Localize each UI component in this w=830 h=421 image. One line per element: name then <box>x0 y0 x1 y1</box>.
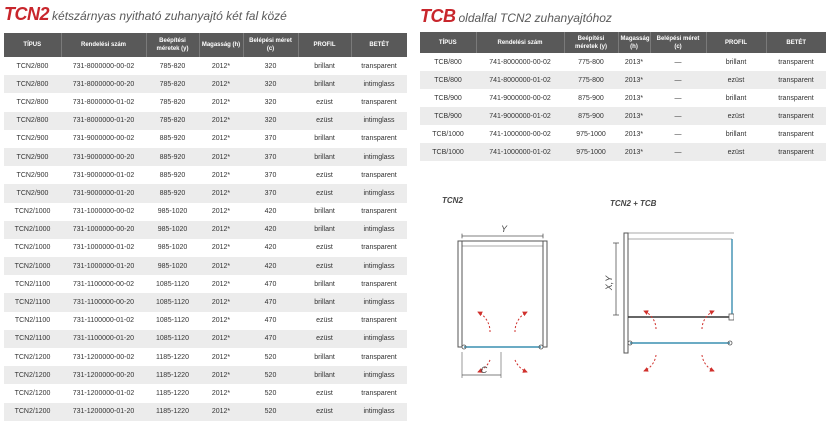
table-cell: intimglass <box>351 112 407 130</box>
table-cell: ezüst <box>706 143 766 161</box>
diagram-label-tcn2: TCN2 <box>442 196 463 205</box>
table-cell: 470 <box>243 275 298 293</box>
table-cell: 741-1000000-01-02 <box>476 143 564 161</box>
table-cell: TCN2/1200 <box>4 348 61 366</box>
table-cell: TCB/1000 <box>420 143 476 161</box>
table-cell: TCN2/1100 <box>4 275 61 293</box>
table-row <box>4 239 407 257</box>
table-cell: 785-820 <box>146 112 199 130</box>
left-title-bold: TCN2 <box>4 4 50 24</box>
table-cell: 470 <box>243 312 298 330</box>
table-row <box>420 107 826 125</box>
table-cell: 1185-1220 <box>146 384 199 402</box>
table-cell: 2013* <box>618 125 650 143</box>
table-row <box>4 93 407 111</box>
table-cell: transparent <box>766 53 826 71</box>
table-cell: TCN2/800 <box>4 57 61 75</box>
table-cell: ezüst <box>298 93 351 111</box>
table-cell: transparent <box>351 130 407 148</box>
table-cell: intimglass <box>351 293 407 311</box>
table-cell: 2012* <box>199 184 243 202</box>
table-cell: ezüst <box>298 257 351 275</box>
table-cell: transparent <box>351 384 407 402</box>
table-cell: 370 <box>243 130 298 148</box>
table-cell: 2013* <box>618 89 650 107</box>
table-cell: 2012* <box>199 330 243 348</box>
table-cell: — <box>650 53 706 71</box>
table-cell: 985-1020 <box>146 203 199 221</box>
table-cell: TCN2/800 <box>4 75 61 93</box>
table-cell: 2012* <box>199 221 243 239</box>
table-row <box>420 143 826 161</box>
table-cell: — <box>650 143 706 161</box>
column-header: Rendelési szám <box>476 32 564 53</box>
table-cell: 1085-1120 <box>146 330 199 348</box>
table-cell: 2012* <box>199 275 243 293</box>
table-row <box>4 312 407 330</box>
column-header: PROFIL <box>706 32 766 53</box>
table-cell: 885-920 <box>146 166 199 184</box>
table-cell: 2012* <box>199 148 243 166</box>
table-row <box>4 75 407 93</box>
table-cell: 470 <box>243 293 298 311</box>
table-row <box>420 125 826 143</box>
table-cell: 1085-1120 <box>146 312 199 330</box>
dim-c-label: C <box>480 365 488 375</box>
table-row <box>4 130 407 148</box>
table-cell: transparent <box>351 348 407 366</box>
right-product-table <box>420 32 826 161</box>
table-cell: 320 <box>243 93 298 111</box>
table-cell: 985-1020 <box>146 239 199 257</box>
table-cell: brillant <box>298 348 351 366</box>
diagram-label-tcn2-tcb: TCN2 + TCB <box>610 199 657 208</box>
table-cell: 885-920 <box>146 148 199 166</box>
table-cell: 1085-1120 <box>146 293 199 311</box>
table-cell: TCN2/1200 <box>4 403 61 421</box>
table-cell: TCN2/1000 <box>4 239 61 257</box>
table-cell: 420 <box>243 221 298 239</box>
table-cell: 731-1000000-00-20 <box>61 221 146 239</box>
table-row <box>4 366 407 384</box>
table-cell: brillant <box>298 293 351 311</box>
table-cell: brillant <box>298 57 351 75</box>
table-cell: ezüst <box>298 330 351 348</box>
table-cell: 731-1000000-01-02 <box>61 239 146 257</box>
table-cell: 2012* <box>199 93 243 111</box>
table-cell: 731-8000000-01-02 <box>61 93 146 111</box>
table-cell: ezüst <box>298 403 351 421</box>
column-header: BETÉT <box>351 33 407 57</box>
table-cell: ezüst <box>706 107 766 125</box>
table-cell: transparent <box>351 93 407 111</box>
table-cell: 731-8000000-01-20 <box>61 112 146 130</box>
table-cell: 785-820 <box>146 93 199 111</box>
table-cell: TCN2/800 <box>4 112 61 130</box>
table-cell: TCB/900 <box>420 89 476 107</box>
table-row <box>4 275 407 293</box>
table-cell: 731-1100000-00-02 <box>61 275 146 293</box>
table-cell: transparent <box>766 89 826 107</box>
table-cell: TCN2/1000 <box>4 221 61 239</box>
table-cell: ezüst <box>298 384 351 402</box>
table-cell: TCN2/900 <box>4 184 61 202</box>
table-cell: 370 <box>243 148 298 166</box>
table-cell: 2012* <box>199 57 243 75</box>
table-cell: 520 <box>243 366 298 384</box>
table-cell: 320 <box>243 112 298 130</box>
column-header: TÍPUS <box>420 32 476 53</box>
table-cell: 2012* <box>199 312 243 330</box>
column-header: TÍPUS <box>4 33 61 57</box>
table-cell: 320 <box>243 75 298 93</box>
table-cell: intimglass <box>351 366 407 384</box>
table-cell: 731-9000000-01-20 <box>61 184 146 202</box>
table-cell: 885-920 <box>146 184 199 202</box>
table-cell: TCB/800 <box>420 53 476 71</box>
left-table-header <box>4 33 407 57</box>
table-cell: transparent <box>351 203 407 221</box>
table-cell: 2012* <box>199 112 243 130</box>
table-cell: 731-9000000-00-02 <box>61 130 146 148</box>
tcn2-diagram <box>440 212 560 382</box>
table-cell: 2013* <box>618 71 650 89</box>
table-cell: — <box>650 71 706 89</box>
table-cell: transparent <box>351 166 407 184</box>
table-cell: 775-800 <box>564 71 618 89</box>
right-title-bold: TCB <box>420 6 456 26</box>
table-cell: TCN2/900 <box>4 166 61 184</box>
table-cell: transparent <box>351 312 407 330</box>
column-header: Belépési méret (c) <box>650 32 706 53</box>
table-row <box>420 53 826 71</box>
table-cell: 731-1100000-01-20 <box>61 330 146 348</box>
table-cell: 731-8000000-00-20 <box>61 75 146 93</box>
table-cell: 1185-1220 <box>146 366 199 384</box>
right-title-text: oldalfal TCN2 zuhanyajtóhoz <box>458 11 612 25</box>
table-cell: transparent <box>351 57 407 75</box>
table-cell: brillant <box>298 75 351 93</box>
table-row <box>4 403 407 421</box>
table-cell: 1085-1120 <box>146 275 199 293</box>
table-cell: brillant <box>298 130 351 148</box>
table-cell: 2012* <box>199 257 243 275</box>
table-cell: 1185-1220 <box>146 403 199 421</box>
table-cell: 785-820 <box>146 75 199 93</box>
column-header: Beépítési méretek (y) <box>564 32 618 53</box>
table-cell: 731-9000000-01-02 <box>61 166 146 184</box>
table-cell: 2012* <box>199 239 243 257</box>
table-cell: 741-9000000-01-02 <box>476 107 564 125</box>
table-row <box>4 203 407 221</box>
table-cell: 875-900 <box>564 89 618 107</box>
table-cell: transparent <box>766 125 826 143</box>
table-row <box>4 112 407 130</box>
table-cell: 420 <box>243 203 298 221</box>
table-cell: 2012* <box>199 203 243 221</box>
table-cell: 470 <box>243 330 298 348</box>
column-header: Beépítési méretek (y) <box>146 33 199 57</box>
table-row <box>4 221 407 239</box>
table-cell: 420 <box>243 239 298 257</box>
table-cell: 520 <box>243 384 298 402</box>
table-cell: 370 <box>243 184 298 202</box>
column-header: BETÉT <box>766 32 826 53</box>
table-row <box>420 71 826 89</box>
table-cell: 2012* <box>199 348 243 366</box>
table-cell: brillant <box>298 148 351 166</box>
table-cell: ezüst <box>298 239 351 257</box>
table-cell: 520 <box>243 348 298 366</box>
table-cell: 2013* <box>618 143 650 161</box>
table-cell: transparent <box>766 107 826 125</box>
table-cell: TCN2/800 <box>4 93 61 111</box>
table-cell: transparent <box>766 71 826 89</box>
table-cell: 2012* <box>199 293 243 311</box>
table-cell: — <box>650 125 706 143</box>
table-cell: 420 <box>243 257 298 275</box>
table-cell: 2012* <box>199 130 243 148</box>
table-cell: brillant <box>298 275 351 293</box>
tcn2-tcb-diagram <box>604 225 734 375</box>
table-cell: 731-1100000-01-02 <box>61 312 146 330</box>
table-row <box>4 384 407 402</box>
table-cell: 731-1000000-01-20 <box>61 257 146 275</box>
table-cell: transparent <box>351 239 407 257</box>
table-row <box>4 184 407 202</box>
table-row <box>420 89 826 107</box>
left-title-text: kétszárnyas nyitható zuhanyajtó két fal közé <box>52 9 287 23</box>
column-header: Magasság (h) <box>199 33 243 57</box>
table-cell: 741-8000000-01-02 <box>476 71 564 89</box>
table-cell: 741-9000000-00-02 <box>476 89 564 107</box>
table-cell: brillant <box>298 221 351 239</box>
table-row <box>4 257 407 275</box>
table-cell: intimglass <box>351 330 407 348</box>
table-cell: 731-1000000-00-02 <box>61 203 146 221</box>
table-cell: intimglass <box>351 257 407 275</box>
table-cell: brillant <box>706 89 766 107</box>
table-cell: 2012* <box>199 166 243 184</box>
table-cell: brillant <box>706 125 766 143</box>
table-cell: ezüst <box>298 112 351 130</box>
table-cell: 985-1020 <box>146 221 199 239</box>
table-cell: 885-920 <box>146 130 199 148</box>
column-header: Magasság (h) <box>618 32 650 53</box>
table-cell: intimglass <box>351 184 407 202</box>
table-cell: — <box>650 107 706 125</box>
table-cell: 2013* <box>618 107 650 125</box>
table-cell: 741-8000000-00-02 <box>476 53 564 71</box>
table-row <box>4 57 407 75</box>
table-cell: 975-1000 <box>564 143 618 161</box>
dim-xy-label: X,Y <box>604 275 614 291</box>
table-cell: ezüst <box>298 166 351 184</box>
table-row <box>4 348 407 366</box>
table-cell: 1185-1220 <box>146 348 199 366</box>
table-cell: 731-1200000-00-20 <box>61 366 146 384</box>
table-cell: brillant <box>706 53 766 71</box>
table-cell: 785-820 <box>146 57 199 75</box>
table-cell: 520 <box>243 403 298 421</box>
table-cell: TCN2/1200 <box>4 384 61 402</box>
table-cell: intimglass <box>351 148 407 166</box>
table-cell: 2012* <box>199 366 243 384</box>
table-cell: 2013* <box>618 53 650 71</box>
table-cell: TCN2/1100 <box>4 293 61 311</box>
table-cell: TCN2/900 <box>4 148 61 166</box>
table-cell: brillant <box>298 366 351 384</box>
table-cell: 975-1000 <box>564 125 618 143</box>
dim-y-label: Y <box>500 224 508 234</box>
table-cell: — <box>650 89 706 107</box>
right-table-header <box>420 32 826 53</box>
table-cell: TCN2/1100 <box>4 312 61 330</box>
table-cell: 731-1100000-00-20 <box>61 293 146 311</box>
table-cell: TCN2/1000 <box>4 257 61 275</box>
table-cell: 2012* <box>199 75 243 93</box>
table-cell: transparent <box>766 143 826 161</box>
table-cell: transparent <box>351 275 407 293</box>
left-product-table <box>4 33 407 421</box>
column-header: Rendelési szám <box>61 33 146 57</box>
table-cell: ezüst <box>298 184 351 202</box>
table-cell: 370 <box>243 166 298 184</box>
table-cell: TCN2/1000 <box>4 203 61 221</box>
table-cell: 731-1200000-00-02 <box>61 348 146 366</box>
table-cell: 731-1200000-01-02 <box>61 384 146 402</box>
table-cell: intimglass <box>351 75 407 93</box>
table-cell: 731-9000000-00-20 <box>61 148 146 166</box>
table-row <box>4 148 407 166</box>
table-cell: ezüst <box>298 312 351 330</box>
column-header: PROFIL <box>298 33 351 57</box>
table-row <box>4 293 407 311</box>
table-cell: 775-800 <box>564 53 618 71</box>
table-cell: ezüst <box>706 71 766 89</box>
table-cell: 875-900 <box>564 107 618 125</box>
table-cell: TCB/1000 <box>420 125 476 143</box>
table-cell: TCN2/1100 <box>4 330 61 348</box>
table-cell: 741-1000000-00-02 <box>476 125 564 143</box>
table-cell: brillant <box>298 203 351 221</box>
right-title <box>420 6 612 27</box>
table-cell: TCB/800 <box>420 71 476 89</box>
table-row <box>4 330 407 348</box>
table-cell: TCN2/900 <box>4 130 61 148</box>
table-cell: 2012* <box>199 403 243 421</box>
table-row <box>4 166 407 184</box>
table-cell: TCN2/1200 <box>4 366 61 384</box>
table-cell: 985-1020 <box>146 257 199 275</box>
table-cell: intimglass <box>351 221 407 239</box>
table-cell: intimglass <box>351 403 407 421</box>
left-title <box>4 4 287 25</box>
table-cell: TCB/900 <box>420 107 476 125</box>
table-cell: 731-8000000-00-02 <box>61 57 146 75</box>
table-cell: 320 <box>243 57 298 75</box>
table-cell: 2012* <box>199 384 243 402</box>
table-cell: 731-1200000-01-20 <box>61 403 146 421</box>
column-header: Belépési méret (c) <box>243 33 298 57</box>
